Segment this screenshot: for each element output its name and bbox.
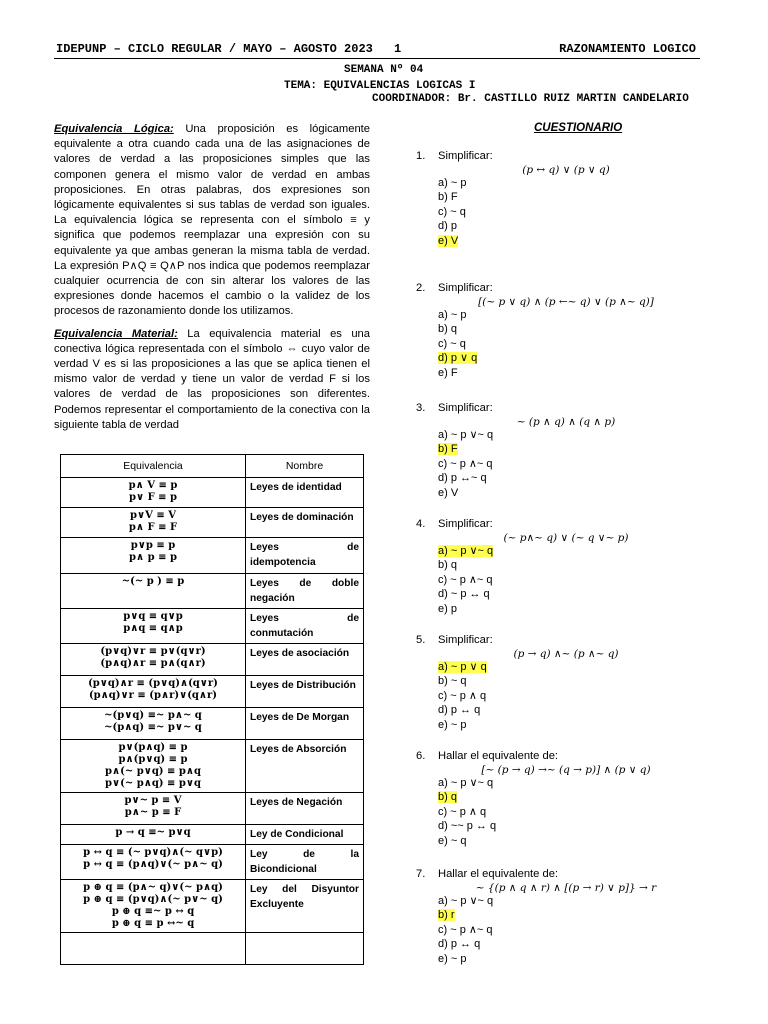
question-text: Simplificar: — [438, 282, 493, 294]
answer-option[interactable] — [438, 790, 716, 804]
question-expression: (~ p∧~ q) ∨ (~ q ∨~ p) — [503, 532, 629, 544]
equivalence-formula — [61, 708, 246, 740]
answer-option[interactable] — [438, 234, 716, 248]
formula-line: p∨(p∧q) ≡ p — [118, 742, 188, 753]
table-row — [61, 708, 364, 740]
table-row — [61, 880, 364, 933]
coordinator: COORDINADOR: Br. CASTILLO RUIZ MARTIN CANDELARIO — [372, 93, 689, 105]
question-number: 2. — [416, 282, 426, 294]
answer-option[interactable] — [438, 471, 716, 485]
option-text: a) ~ p ∨~ q — [438, 545, 494, 557]
law-name: Leyes de conmutación — [246, 609, 364, 644]
paragraph-text: Una proposición es lógicamente equivalente a otra cuando cada una de las asignaciones de valores de verdad a las proposiciones simples que las componen genera el mismo valor de verdad en ambas proposiciones. En otras palabras, dos expresiones son lógicamente equivalentes si sus tablas de verdad son iguales. La equivalencia lógica se representa con el símbolo ≡ y significa que podemos reemplazar una expresión con su equivalente ya que ambas generan la misma tabla de verdad. La expresión P∧Q ≡ Q∧P nos indica que podemos reemplazar cualquier ocurrencia de con sin alterar los valores de las expresiones donde hacemos el cambio o la validez de los procesos de razonamiento donde los utilizamos. — [54, 123, 370, 318]
law-name: Leyes de Absorción — [246, 740, 364, 793]
question-text: Hallar el equivalente de: — [438, 868, 559, 880]
answer-option[interactable] — [438, 366, 716, 380]
option-text: c) ~ p ∧~ q — [438, 573, 493, 586]
table-row — [61, 508, 364, 538]
equivalence-formula — [61, 740, 246, 793]
equivalence-formula — [61, 609, 246, 644]
answer-option[interactable] — [438, 337, 716, 351]
question-text: Simplificar: — [438, 634, 493, 646]
paragraph-text: La equivalencia material es una conectiva lógica representada con el símbolo ⇔ cuyo valor de verdad V es si las proposiciones a las que se aplica tienen el mismo valor de verdad y tiene un valor de verdad F si los valores de verdad de las proposiciones son diferentes. Podemos representar el comportamiento de la conectiva con la siguiente tabla de verdad — [54, 327, 370, 431]
option-text: d) p — [438, 220, 457, 233]
equivalence-formula — [61, 793, 246, 825]
option-text: c) ~ p ∧~ q — [438, 923, 493, 936]
equivalence-formula — [61, 880, 246, 933]
formula-line: (p∧q)∧r ≡ p∧(q∧r) — [100, 658, 206, 669]
header-page-number: 1 — [394, 42, 402, 56]
option-text: b) F — [438, 191, 458, 204]
equivalence-formula — [61, 825, 246, 845]
option-text: c) ~ p ∧ q — [438, 805, 487, 818]
option-text: a) ~ p ∨~ q — [438, 429, 494, 441]
term-heading: Equivalencia Lógica: — [54, 123, 174, 135]
question-expression: [~ (p → q) →~ (q → p)] ∧ (p ∨ q) — [481, 764, 651, 776]
formula-line: p ⊕ q ≡~ p ↔ q — [111, 906, 195, 917]
question-item — [416, 150, 716, 248]
option-text: e) F — [438, 366, 458, 379]
law-name: Leyes de identidad — [246, 478, 364, 508]
option-text: d) ~~ p ↔ q — [438, 820, 497, 833]
topic-title: TEMA: EQUIVALENCIAS LOGICAS I — [284, 80, 476, 92]
formula-line: p∨V ≡ V — [130, 510, 176, 521]
question-stem — [416, 750, 716, 762]
formula-line: p∨ F ≡ p — [128, 492, 178, 503]
law-name — [246, 933, 364, 965]
formula-line: p ↔ q ≡ (p∧q)∨(~ p∧~ q) — [83, 859, 223, 870]
answer-option[interactable] — [438, 351, 716, 365]
answer-option[interactable] — [438, 587, 716, 601]
option-text: b) F — [438, 443, 458, 456]
question-stem — [416, 402, 716, 414]
table-row — [61, 574, 364, 609]
option-text: c) ~ p ∧ q — [438, 689, 487, 702]
answer-option[interactable] — [438, 805, 716, 819]
answer-option[interactable] — [438, 190, 716, 204]
equivalence-formula — [61, 845, 246, 880]
option-text: b) ~ q — [438, 675, 467, 688]
question-expression: ~ {(p ∧ q ∧ r) ∧ [(p → r) ∨ p]} → r — [475, 882, 657, 894]
formula-line: p∧~ p ≡ F — [124, 807, 182, 818]
option-text: a) ~ p ∨~ q — [438, 895, 494, 907]
formula-line: p∧ V ≡ p — [128, 480, 178, 491]
answer-option[interactable] — [438, 952, 716, 966]
formula-line: p → q ≡~ p∨q — [115, 827, 191, 838]
formula-line: p∨(~ p∧q) ≡ p∨q — [105, 778, 201, 789]
equivalence-formula — [61, 574, 246, 609]
formula-line: (p∨q)∧r ≡ (p∨q)∧(q∨r) — [88, 678, 218, 689]
answer-option[interactable] — [438, 428, 716, 442]
equivalence-formula — [61, 508, 246, 538]
formula-line: ~(p∧q) ≡~ p∨~ q — [104, 722, 202, 733]
option-text: d) p ∨ q — [438, 352, 478, 365]
question-stem — [416, 868, 716, 880]
formula-line: p ⊕ q ≡ p ↔~ q — [111, 918, 195, 929]
option-text: e) ~ p — [438, 952, 467, 965]
answer-option[interactable] — [438, 689, 716, 703]
formula-line: p∧(~ p∨q) ≡ p∧q — [105, 766, 201, 777]
answer-option[interactable] — [438, 486, 716, 500]
formula-line: ~(~ p ) ≡ p — [121, 576, 185, 587]
answer-option[interactable] — [438, 660, 716, 674]
option-text: d) p ↔~ q — [438, 472, 487, 485]
equivalence-formula — [61, 933, 246, 965]
question-item — [416, 518, 716, 616]
answer-option[interactable] — [438, 674, 716, 688]
question-expression: (p → q) ∧~ (p ∧~ q) — [513, 648, 619, 660]
law-name: Leyes de doble negación — [246, 574, 364, 609]
option-text: d) p ↔ q — [438, 938, 481, 951]
option-text: a) ~ p ∨~ q — [438, 777, 494, 789]
answer-option[interactable] — [438, 442, 716, 456]
answer-option[interactable] — [438, 718, 716, 732]
header-rule — [54, 58, 700, 59]
column-header: Equivalencia — [61, 455, 246, 478]
answer-option[interactable] — [438, 544, 716, 558]
question-number: 5. — [416, 634, 426, 646]
option-text: d) p ↔ q — [438, 704, 481, 717]
option-text: c) ~ q — [438, 205, 466, 218]
option-text: b) q — [438, 791, 457, 804]
question-item — [416, 634, 716, 732]
law-name: Leyes de Distribución — [246, 676, 364, 708]
option-text: e) V — [438, 486, 459, 499]
table-row — [61, 538, 364, 574]
answer-option[interactable] — [438, 703, 716, 717]
formula-line: p∨p ≡ p — [130, 540, 176, 551]
question-item — [416, 402, 716, 500]
equivalence-formula — [61, 676, 246, 708]
option-text: a) ~ p ∨ q — [438, 661, 487, 673]
question-text: Simplificar: — [438, 402, 493, 414]
option-text: b) r — [438, 909, 455, 922]
question-stem — [416, 634, 716, 646]
formula-line: p∧q ≡ q∧p — [123, 623, 183, 634]
formula-line: p ⊕ q ≡ (p∧~ q)∨(~ p∧q) — [83, 882, 223, 893]
answer-option[interactable] — [438, 602, 716, 616]
equivalence-table — [60, 454, 364, 965]
table-row — [61, 644, 364, 676]
table-row — [61, 825, 364, 845]
question-stem — [416, 150, 716, 162]
table-row — [61, 478, 364, 508]
answer-option[interactable] — [438, 219, 716, 233]
formula-line: p∧ p ≡ p — [129, 552, 177, 563]
table-row — [61, 676, 364, 708]
answer-option[interactable] — [438, 457, 716, 471]
formula-line: p∧(p∨q) ≡ p — [118, 754, 188, 765]
theory-column — [54, 122, 370, 440]
law-name: Leyes de De Morgan — [246, 708, 364, 740]
option-text: a) ~ p — [438, 309, 467, 321]
answer-option[interactable] — [438, 176, 716, 190]
paragraph-material-equivalence — [54, 327, 370, 433]
table-row — [61, 845, 364, 880]
question-text: Simplificar: — [438, 150, 493, 162]
paragraph-logical-equivalence — [54, 122, 370, 320]
answer-option[interactable] — [438, 819, 716, 833]
question-item — [416, 750, 716, 848]
answer-option[interactable] — [438, 322, 716, 336]
formula-line: p∧ F ≡ F — [128, 522, 178, 533]
answer-option[interactable] — [438, 308, 716, 322]
formula-line: p ⊕ q ≡ (p∨q)∧(~ p∨~ q) — [83, 894, 223, 905]
table-row — [61, 933, 364, 965]
question-item — [416, 868, 716, 966]
option-text: c) ~ q — [438, 337, 466, 350]
answer-option[interactable] — [438, 908, 716, 922]
law-name: Leyes de dominación — [246, 508, 364, 538]
week-title: SEMANA Nº 04 — [344, 64, 424, 76]
table-row — [61, 793, 364, 825]
law-name: Ley de Condicional — [246, 825, 364, 845]
question-stem — [416, 518, 716, 530]
question-text: Hallar el equivalente de: — [438, 750, 559, 762]
option-text: e) V — [438, 234, 459, 247]
answer-option[interactable] — [438, 894, 716, 908]
formula-line: p∨~ p ≡ V — [124, 795, 182, 806]
question-item — [416, 282, 716, 380]
option-text: d) ~ p ↔ q — [438, 588, 490, 601]
table-row — [61, 740, 364, 793]
question-expression: [(~ p ∨ q) ∧ (p ←~ q) ∨ (p ∧~ q)] — [478, 296, 654, 308]
table-row — [61, 609, 364, 644]
answer-option[interactable] — [438, 776, 716, 790]
law-name: Leyes de Negación — [246, 793, 364, 825]
formula-line: ~(p∨q) ≡~ p∧~ q — [104, 710, 202, 721]
option-text: e) ~ q — [438, 834, 467, 847]
answer-option[interactable] — [438, 205, 716, 219]
option-text: e) ~ p — [438, 718, 467, 731]
law-name: Ley del Disyuntor Excluyente — [246, 880, 364, 933]
formula-line: p ↔ q ≡ (~ p∨q)∧(~ q∨p) — [83, 847, 223, 858]
answer-option[interactable] — [438, 937, 716, 951]
answer-option[interactable] — [438, 558, 716, 572]
table-header-row — [61, 455, 364, 478]
formula-line: (p∧q)∨r ≡ (p∧r)∨(q∧r) — [88, 690, 218, 701]
equivalence-formula — [61, 644, 246, 676]
question-number: 4. — [416, 518, 426, 530]
column-header: Nombre — [246, 455, 364, 478]
answer-option[interactable] — [438, 834, 716, 848]
answer-option[interactable] — [438, 923, 716, 937]
page-header — [56, 42, 696, 58]
question-number: 7. — [416, 868, 426, 880]
question-text: Simplificar: — [438, 518, 493, 530]
law-name: Leyes de idempotencia — [246, 538, 364, 574]
question-expression: (p ↔ q) ∨ (p ∨ q) — [522, 164, 610, 176]
equivalence-formula — [61, 538, 246, 574]
law-name: Ley de la Bicondicional — [246, 845, 364, 880]
question-number: 3. — [416, 402, 426, 414]
question-number: 6. — [416, 750, 426, 762]
option-text: b) q — [438, 559, 457, 572]
term-heading: Equivalencia Material: — [54, 327, 178, 340]
questionnaire-title: CUESTIONARIO — [534, 122, 623, 134]
formula-line: (p∨q)∨r ≡ p∨(q∨r) — [100, 646, 206, 657]
equivalence-formula — [61, 478, 246, 508]
answer-option[interactable] — [438, 573, 716, 587]
option-text: b) q — [438, 323, 457, 336]
header-subject: RAZONAMIENTO LOGICO — [559, 42, 696, 56]
option-text: e) p — [438, 602, 457, 615]
question-number: 1. — [416, 150, 426, 162]
option-text: c) ~ p ∧~ q — [438, 457, 493, 470]
question-expression: ~ (p ∧ q) ∧ (q ∧ p) — [516, 416, 616, 428]
formula-line: p∨q ≡ q∨p — [123, 611, 183, 622]
header-course: IDEPUNP – CICLO REGULAR / MAYO – AGOSTO 2023 — [56, 42, 373, 56]
law-name: Leyes de asociación — [246, 644, 364, 676]
option-text: a) ~ p — [438, 177, 467, 189]
question-stem — [416, 282, 716, 294]
